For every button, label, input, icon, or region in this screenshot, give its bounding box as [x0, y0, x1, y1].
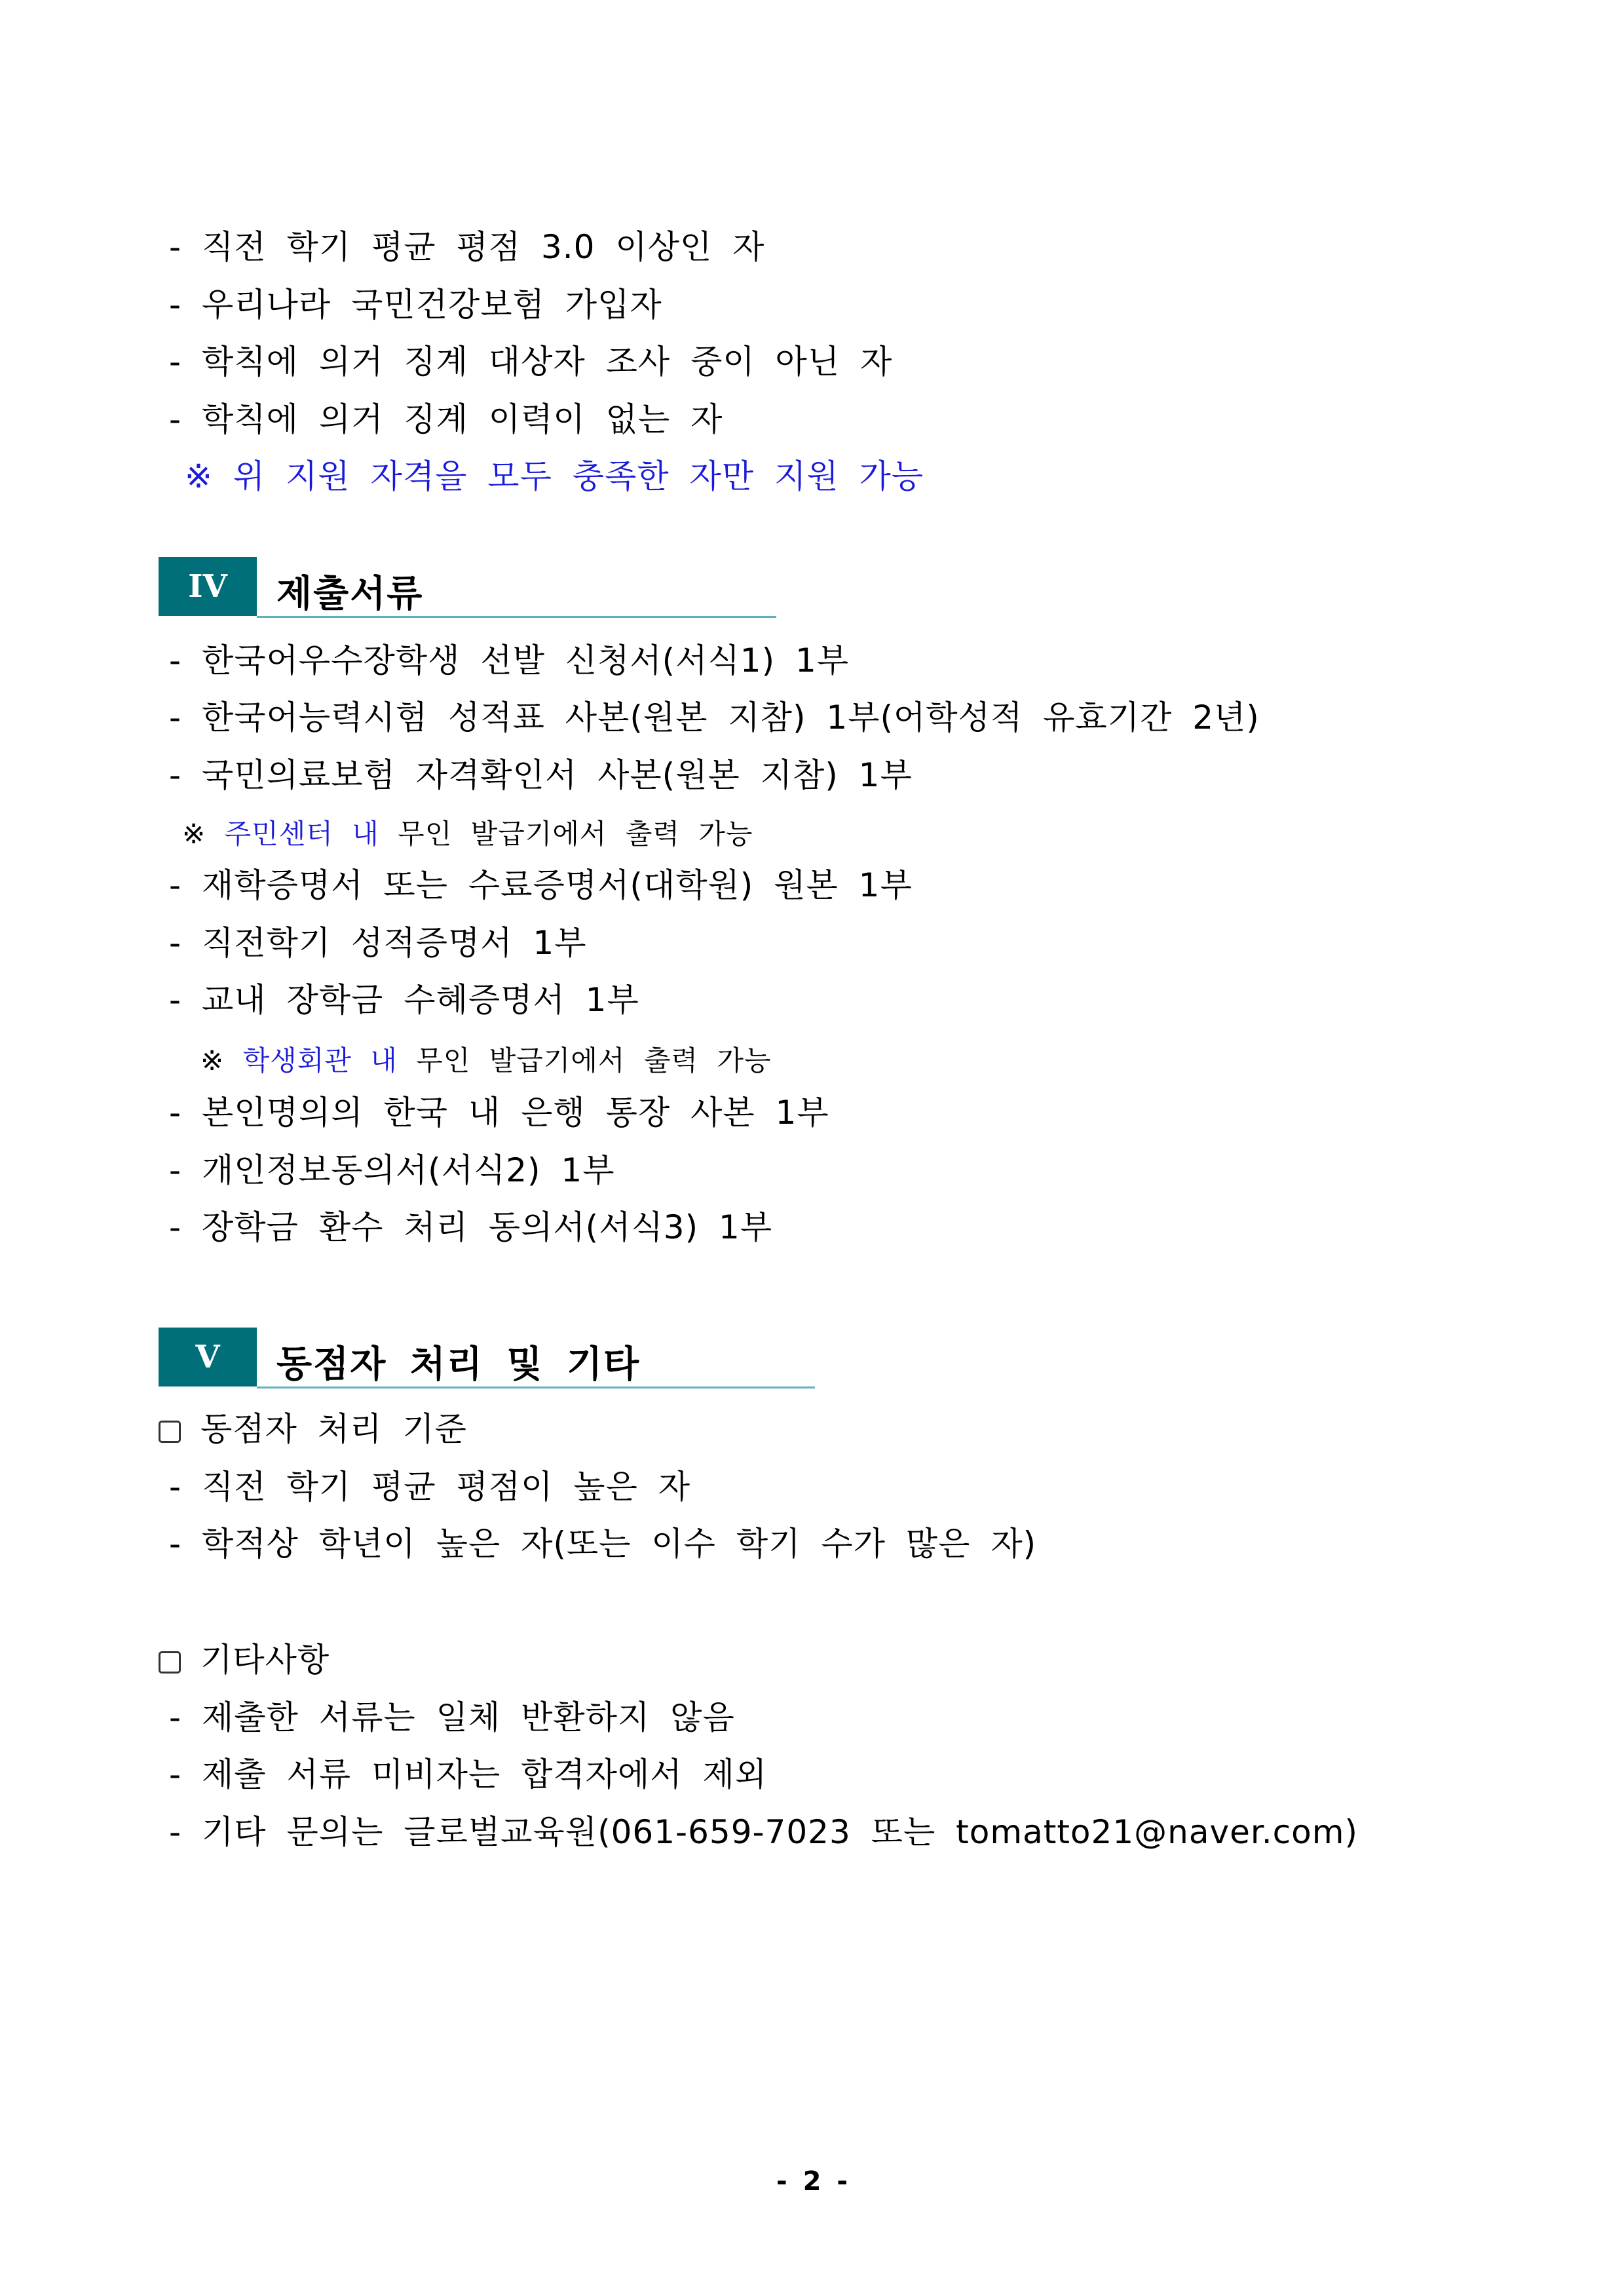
qualification-item: - 학칙에 의거 징계 대상자 조사 중이 아닌 자	[169, 343, 893, 381]
qualification-note: ※ 위 지원 자격을 모두 충족한 자만 지원 가능	[185, 457, 924, 495]
subsection-heading: 동점자 처리 기준	[159, 1413, 467, 1445]
document-item: - 한국어우수장학생 선발 신청서(서식1) 1부	[169, 641, 850, 679]
document-note: ※ 학생회관 내 무인 발급기에서 출력 가능	[200, 1044, 772, 1077]
section-number-box: V	[159, 1328, 257, 1387]
page-number: - 2 -	[776, 2166, 848, 2196]
section-underline	[257, 1387, 815, 1388]
other-item: - 제출한 서류는 일체 반환하지 않음	[169, 1698, 735, 1736]
document-item: - 장학금 환수 처리 동의서(서식3) 1부	[169, 1208, 773, 1246]
tiebreak-item: - 직전 학기 평균 평점이 높은 자	[169, 1468, 691, 1506]
document-item: - 국민의료보험 자격확인서 사본(원본 지참) 1부	[169, 756, 913, 794]
tiebreak-item: - 학적상 학년이 높은 자(또는 이수 학기 수가 많은 자)	[169, 1525, 1037, 1563]
document-item: - 교내 장학금 수혜증명서 1부	[169, 981, 639, 1019]
section-title: 동점자 처리 및 기타	[276, 1343, 641, 1386]
subsection-heading: 기타사항	[159, 1643, 330, 1676]
checkbox-icon	[159, 1651, 181, 1674]
document-note: ※ 주민센터 내 무인 발급기에서 출력 가능	[182, 818, 753, 850]
section-underline	[257, 616, 776, 618]
document-item: - 직전학기 성적증명서 1부	[169, 924, 587, 962]
other-item: - 기타 문의는 글로벌교육원(061-659-7023 또는 tomatto21@naver.com)	[169, 1813, 1358, 1851]
other-item: - 제출 서류 미비자는 합격자에서 제외	[169, 1755, 768, 1793]
section-number-box: IV	[159, 557, 257, 616]
document-item: - 본인명의의 한국 내 은행 통장 사본 1부	[169, 1094, 829, 1132]
qualification-item: - 학칙에 의거 징계 이력이 없는 자	[169, 400, 723, 438]
document-item: - 개인정보동의서(서식2) 1부	[169, 1151, 615, 1189]
document-item: - 한국어능력시험 성적표 사본(원본 지참) 1부(어학성적 유효기간 2년)	[169, 698, 1260, 737]
checkbox-icon	[159, 1421, 181, 1443]
qualification-item: - 직전 학기 평균 평점 3.0 이상인 자	[169, 228, 765, 266]
document-item: - 재학증명서 또는 수료증명서(대학원) 원본 1부	[169, 866, 913, 904]
section-title: 제출서류	[276, 573, 424, 615]
qualification-item: - 우리나라 국민건강보험 가입자	[169, 286, 662, 324]
